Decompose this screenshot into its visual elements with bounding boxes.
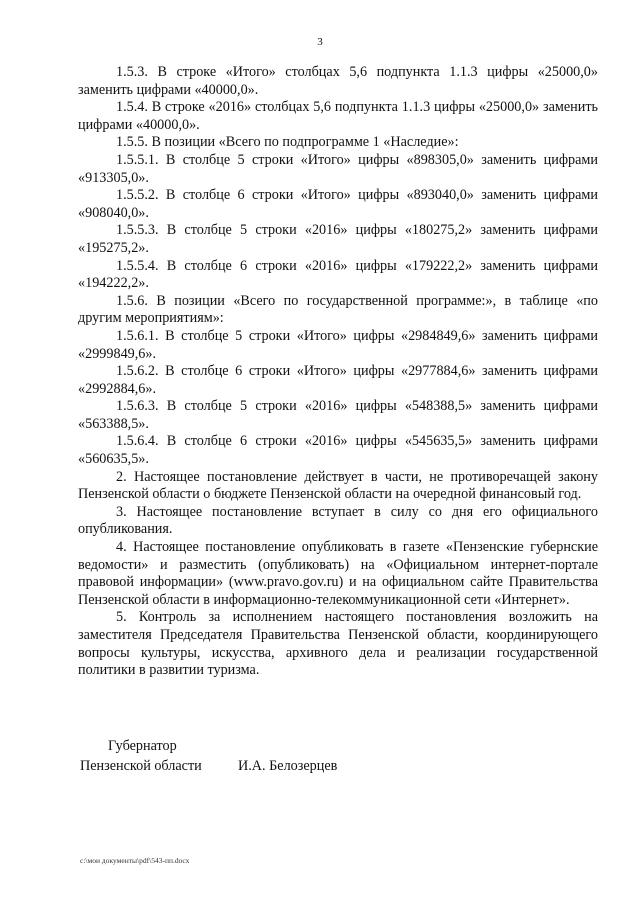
signature-title: Губернатор: [108, 738, 177, 754]
paragraph-2: 2. Настоящее постановление действует в части, не противоречащей закону Пензенской области о бюджете Пензенской области на очередной финансовый год.: [78, 468, 598, 503]
page-number: 3: [317, 36, 323, 48]
paragraph-4: 4. Настоящее постановление опубликовать в газете «Пензенские губернские ведомости» и разместить (опубликовать) на «Официальном интернет-портале правовой информации» (www.pravo.gov.ru) и на официальном сайте Правительства Пензенской области в информационно-телекоммуникационной сети «Интернет».: [78, 539, 598, 608]
paragraph-3: 3. Настоящее постановление вступает в силу со дня его официального опубликования.: [78, 503, 598, 538]
paragraph-1-5-3: 1.5.3. В строке «Итого» столбцах 5,6 подпункта 1.1.3 цифры «25000,0» заменить цифрами «40000,0».: [78, 64, 598, 98]
paragraph-1-5-5-2: 1.5.5.2. В столбце 6 строки «Итого» цифры «893040,0» заменить цифрами «908040,0».: [78, 187, 598, 221]
signature-name: И.А. Белозерцев: [238, 758, 338, 774]
paragraph-1-5-6: 1.5.6. В позиции «Всего по государственной программе:», в таблице «по другим мероприятиям»:: [78, 292, 598, 327]
paragraph-1-5-6-3: 1.5.6.3. В столбце 5 строки «2016» цифры «548388,5» заменить цифрами «563388,5».: [78, 398, 598, 432]
signature-region: Пензенской области: [80, 758, 202, 774]
paragraph-1-5-6-2: 1.5.6.2. В столбце 6 строки «Итого» цифры «2977884,6» заменить цифрами «2992884,6».: [78, 363, 598, 397]
paragraph-1-5-6-4: 1.5.6.4. В столбце 6 строки «2016» цифры «545635,5» заменить цифрами «560635,5».: [78, 433, 598, 468]
paragraph-1-5-5-3: 1.5.5.3. В столбце 5 строки «2016» цифры «180275,2» заменить цифрами «195275,2».: [78, 222, 598, 256]
footer-file-path: c:\мои документы\pdf\543-пп.docx: [80, 856, 190, 865]
document-body: [78, 64, 598, 680]
paragraph-1-5-5-4: 1.5.5.4. В столбце 6 строки «2016» цифры «179222,2» заменить цифрами «194222,2».: [78, 257, 598, 292]
paragraph-5: 5. Контроль за исполнением настоящего постановления возложить на заместителя Председателя Правительства Пензенской области, координирующего вопросы культуры, искусства, архивного дела и реализации государственной политики в развитии туризма.: [78, 609, 598, 679]
paragraph-1-5-5: 1.5.5. В позиции «Всего по подпрограмме 1 «Наследие»:: [116, 134, 459, 151]
paragraph-1-5-6-1: 1.5.6.1. В столбце 5 строки «Итого» цифры «2984849,6» заменить цифрами «2999849,6».: [78, 327, 598, 362]
paragraph-1-5-5-1: 1.5.5.1. В столбце 5 строки «Итого» цифры «898305,0» заменить цифрами «913305,0».: [78, 151, 598, 186]
paragraph-1-5-4: 1.5.4. В строке «2016» столбцах 5,6 подпункта 1.1.3 цифры «25000,0» заменить цифрами «40000,0».: [78, 99, 598, 133]
